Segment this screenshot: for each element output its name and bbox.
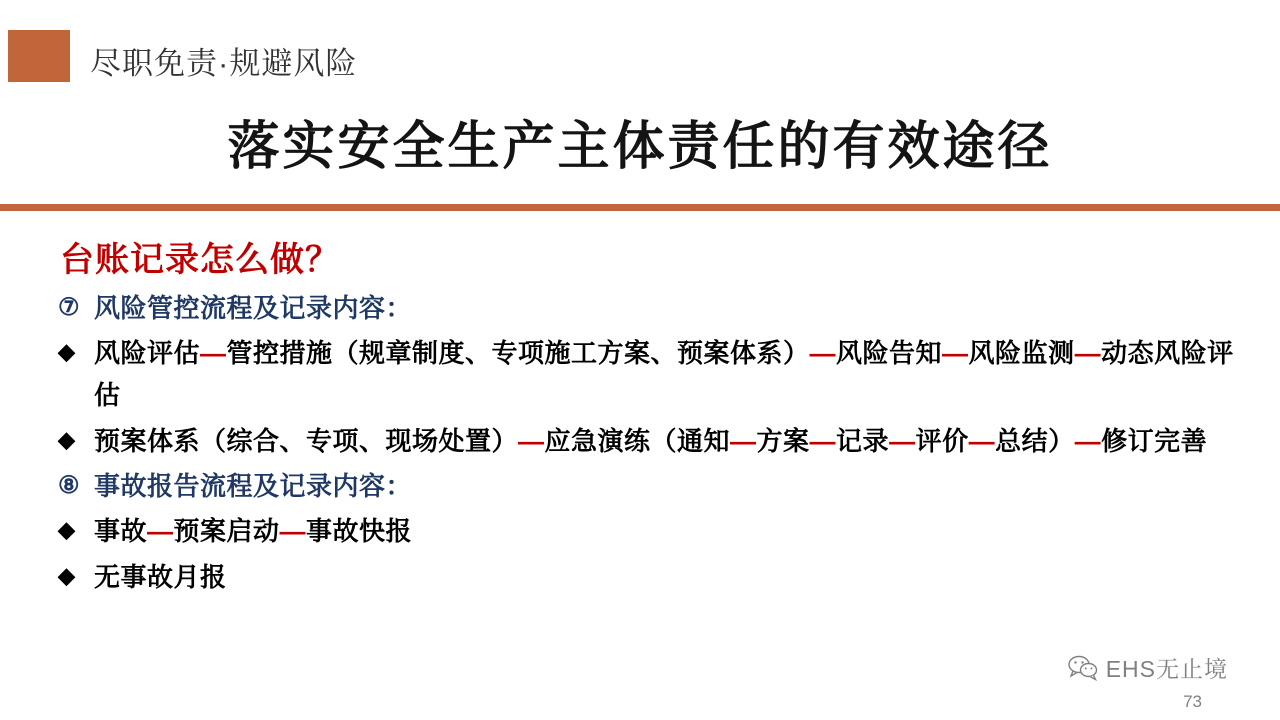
header-divider	[0, 204, 1280, 211]
list-item	[58, 510, 1258, 552]
list-text: 风险管控流程及记录内容：	[94, 293, 413, 323]
list-marker: ⑧	[58, 472, 80, 499]
list-item	[58, 332, 1258, 416]
header-subtitle: 尽职免责·规避风险	[90, 46, 358, 81]
list-text: 事故报告流程及记录内容：	[94, 471, 413, 501]
wechat-icon	[1068, 655, 1098, 681]
section-title: 台账记录怎么做？	[60, 241, 340, 279]
list-item	[58, 556, 1258, 598]
list-text: 风险评估—管控措施（规章制度、专项施工方案、预案体系）—风险告知—风险监测—动态风险评估	[94, 338, 1234, 410]
content-list	[58, 288, 1258, 602]
list-item	[58, 466, 1258, 506]
page-number: 73	[1183, 692, 1202, 711]
list-marker: ⑦	[58, 294, 80, 321]
list-item	[58, 420, 1258, 462]
list-marker: ◆	[58, 563, 75, 588]
list-text: 预案体系（综合、专项、现场处置）—应急演练（通知—方案—记录—评价—总结）—修订完善	[94, 426, 1208, 456]
list-text: 无事故月报	[94, 562, 227, 592]
header-accent-block	[8, 30, 70, 82]
list-text: 事故—预案启动—事故快报	[94, 516, 413, 546]
list-item	[58, 288, 1258, 328]
page-title: 落实安全生产主体责任的有效途径	[227, 118, 1053, 176]
brand-label: EHS无止境	[1105, 656, 1228, 682]
list-marker: ◆	[58, 517, 75, 542]
footer-brand	[1068, 651, 1228, 684]
list-marker: ◆	[58, 427, 75, 452]
list-marker: ◆	[58, 339, 75, 364]
